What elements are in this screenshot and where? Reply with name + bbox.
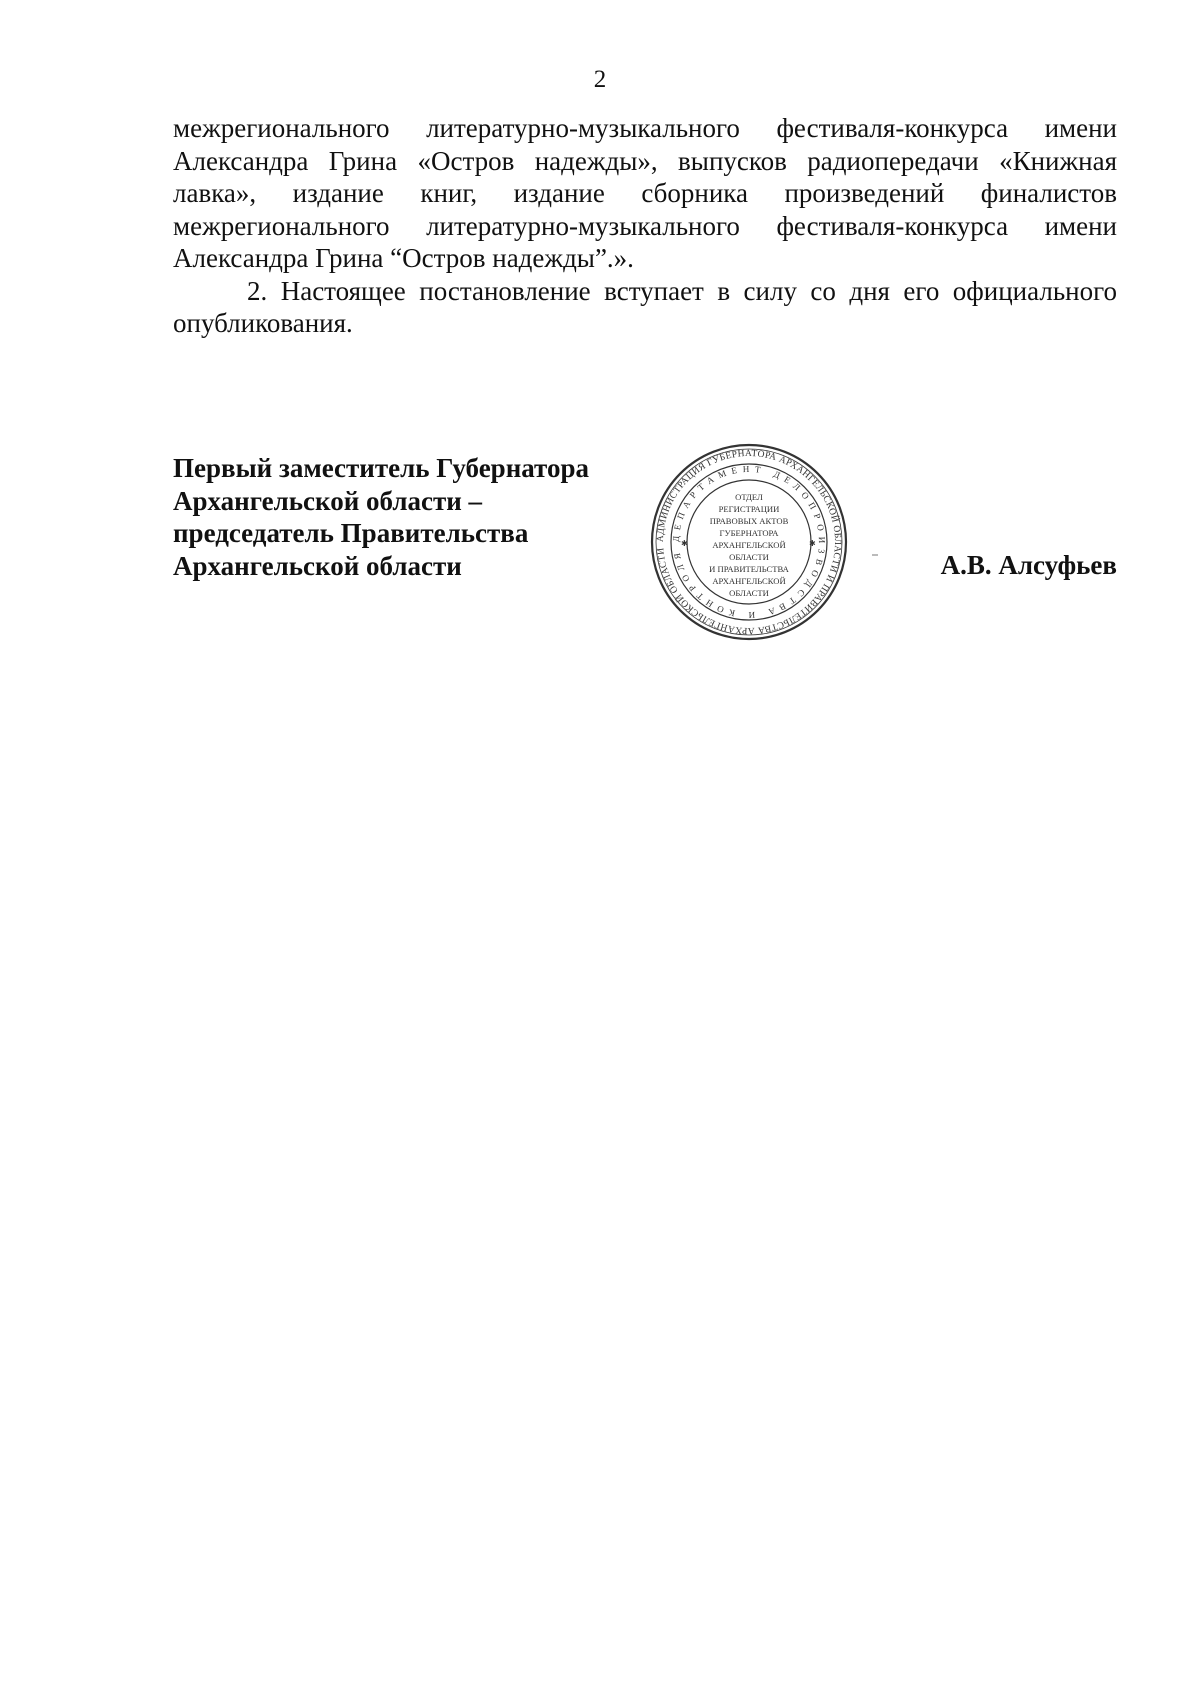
signer-title-line: Первый заместитель Губернатора [173,453,589,483]
signer-title [173,452,653,582]
paragraph-continuation: межрегионального литературно-музыкального фестиваля-конкурса имени Александра Грина «Остров надежды», выпусков радиопередачи «Книжная лавка», издание книг, издание сборника произведений финалистов межрегионального литературно-музыкального фестиваля-конкурса имени Александра Грина “Остров надежды”.». [173,113,1117,273]
seal-center-line: ОБЛАСТИ [729,552,769,562]
paragraph-2: 2. Настоящее постановление вступает в силу со дня его официального опубликования. [173,275,1117,338]
seal-center-line: АРХАНГЕЛЬСКОЙ [712,540,786,550]
signature-mark [872,554,878,556]
seal-center-line: ПРАВОВЫХ АКТОВ [709,516,789,526]
seal-center-line: И ПРАВИТЕЛЬСТВА [709,564,789,574]
seal-center-line: ГУБЕРНАТОРА [719,528,779,538]
seal-center-line: АРХАНГЕЛЬСКОЙ [712,576,786,586]
signer-name: А.В. Алсуфьев [940,550,1117,580]
seal-inner-text: ДЕПАРТАМЕНТ ДЕЛОПРОИЗВОДСТВА И КОНТРОЛЯ [670,463,828,621]
seal-star-left: ✱ [681,539,688,548]
signer-title-line: Архангельской области [173,550,462,581]
document-body [173,112,1117,340]
official-seal [649,442,849,642]
page-number: 2 [593,66,607,93]
seal-icon [649,442,849,642]
signer-title-line: Архангельской области – [173,485,483,516]
seal-center-line: ОТДЕЛ [735,492,763,502]
signer-title-line: председатель Правительства [173,518,529,548]
seal-outer-text: АДМИНИСТРАЦИЯ ГУБЕРНАТОРА АРХАНГЕЛЬСКОЙ ОБЛАСТИ И ПРАВИТЕЛЬСТВА АРХАНГЕЛЬСКОЙ ОБЛАСТИ [655,448,843,636]
seal-center-line: РЕГИСТРАЦИИ [718,504,780,514]
seal-star-right: ✱ [809,539,816,548]
seal-center-line: ОБЛАСТИ [729,588,769,598]
